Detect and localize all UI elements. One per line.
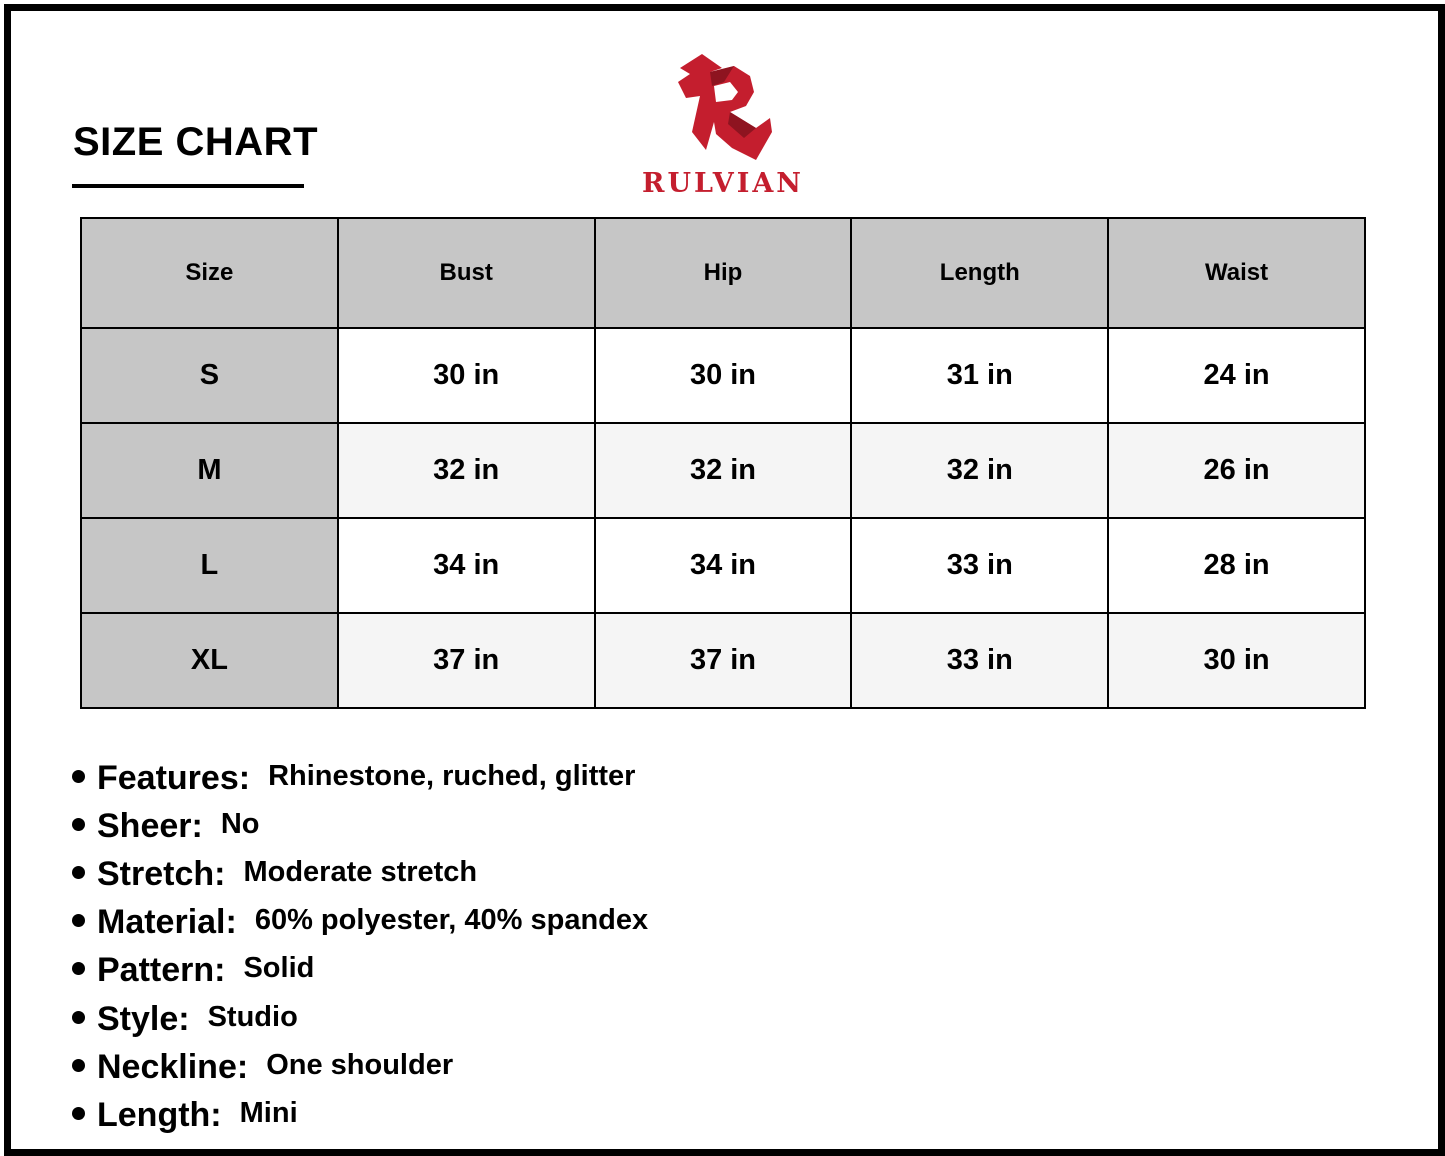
list-item xyxy=(72,945,648,993)
hip-cell: 30 in xyxy=(595,328,852,423)
feature-list xyxy=(72,752,648,1138)
feature-value: Studio xyxy=(207,1000,298,1033)
bust-cell: 30 in xyxy=(338,328,595,423)
hip-cell: 32 in xyxy=(595,423,852,518)
table-header-row xyxy=(81,218,1365,328)
feature-label: Style: xyxy=(97,999,190,1038)
feature-value: Moderate stretch xyxy=(243,855,478,888)
bullet-icon xyxy=(72,818,85,831)
size-chart-table xyxy=(80,217,1366,709)
list-item xyxy=(72,1041,648,1089)
size-cell: S xyxy=(81,328,338,423)
bust-cell: 34 in xyxy=(338,518,595,613)
feature-value: No xyxy=(220,807,260,840)
hip-cell: 37 in xyxy=(595,613,852,708)
feature-label: Material: xyxy=(97,903,237,942)
waist-cell: 24 in xyxy=(1108,328,1365,423)
waist-cell: 30 in xyxy=(1108,613,1365,708)
table-row xyxy=(81,423,1365,518)
column-header-bust: Bust xyxy=(338,218,595,328)
column-header-size: Size xyxy=(81,218,338,328)
length-cell: 33 in xyxy=(851,518,1108,613)
table-row xyxy=(81,328,1365,423)
bullet-icon xyxy=(72,1107,85,1120)
bullet-icon xyxy=(72,914,85,927)
bust-cell: 37 in xyxy=(338,613,595,708)
feature-value: Mini xyxy=(239,1096,298,1129)
bullet-icon xyxy=(72,866,85,879)
bust-cell: 32 in xyxy=(338,423,595,518)
length-cell: 33 in xyxy=(851,613,1108,708)
title-underline xyxy=(72,184,304,188)
list-item xyxy=(72,848,648,896)
size-cell: XL xyxy=(81,613,338,708)
table-row xyxy=(81,613,1365,708)
feature-label: Stretch: xyxy=(97,854,226,893)
column-header-length: Length xyxy=(851,218,1108,328)
size-cell: M xyxy=(81,423,338,518)
feature-value: 60% polyester, 40% spandex xyxy=(254,904,649,937)
brand-name: RULVIAN xyxy=(642,168,804,199)
list-item xyxy=(72,1089,648,1137)
waist-cell: 26 in xyxy=(1108,423,1365,518)
bullet-icon xyxy=(72,770,85,783)
feature-label: Pattern: xyxy=(97,951,226,990)
bullet-icon xyxy=(72,1059,85,1072)
size-cell: L xyxy=(81,518,338,613)
hip-cell: 34 in xyxy=(595,518,852,613)
bullet-icon xyxy=(72,962,85,975)
feature-label: Features: xyxy=(97,758,251,797)
list-item xyxy=(72,800,648,848)
table-row xyxy=(81,518,1365,613)
column-header-hip: Hip xyxy=(595,218,852,328)
column-header-waist: Waist xyxy=(1108,218,1365,328)
brand-logo-icon xyxy=(672,52,776,162)
list-item xyxy=(72,752,648,800)
feature-value: Rhinestone, ruched, glitter xyxy=(268,759,636,792)
page-title: SIZE CHART xyxy=(73,120,318,164)
length-cell: 32 in xyxy=(851,423,1108,518)
feature-value: Solid xyxy=(243,952,315,985)
list-item xyxy=(72,993,648,1041)
list-item xyxy=(72,897,648,945)
feature-value: One shoulder xyxy=(266,1048,454,1081)
length-cell: 31 in xyxy=(851,328,1108,423)
bullet-icon xyxy=(72,1011,85,1024)
feature-label: Length: xyxy=(97,1095,222,1134)
waist-cell: 28 in xyxy=(1108,518,1365,613)
feature-label: Sheer: xyxy=(97,806,203,845)
feature-label: Neckline: xyxy=(97,1047,249,1086)
